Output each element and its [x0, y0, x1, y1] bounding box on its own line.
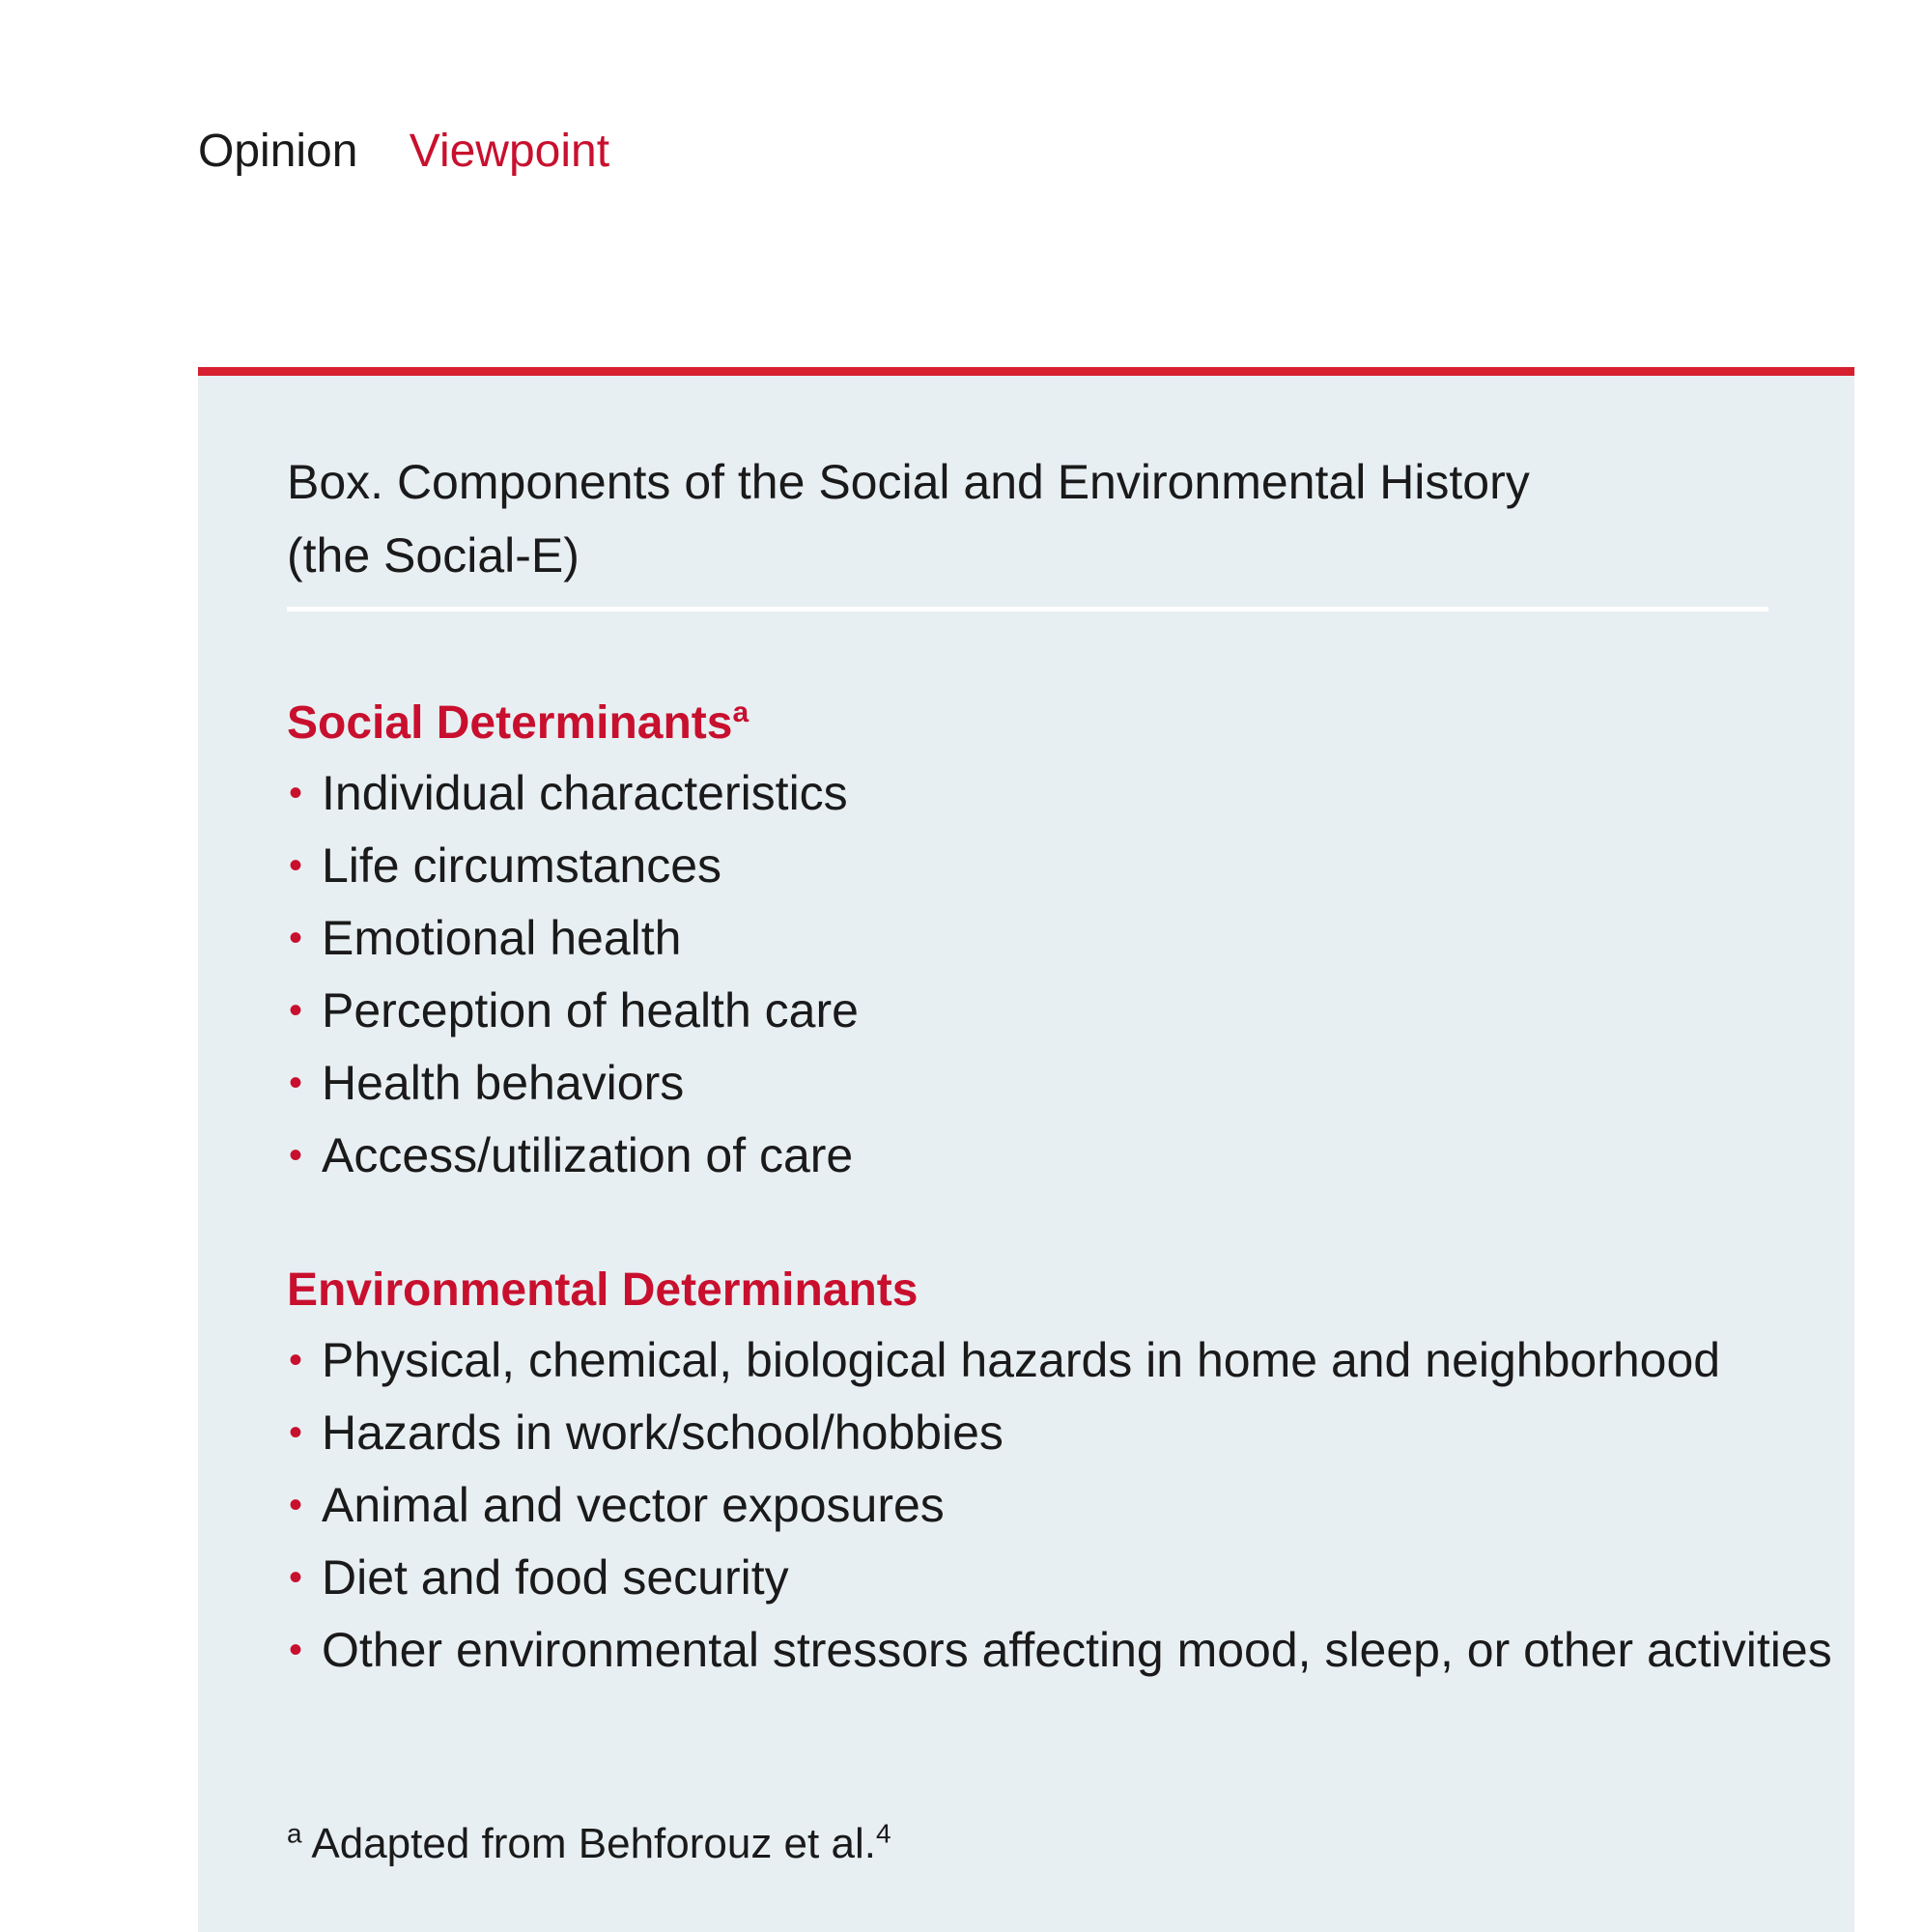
social-determinants-heading	[287, 690, 749, 757]
list-item-text: Individual characteristics	[322, 766, 848, 820]
info-box	[198, 367, 1854, 1932]
list-item-text: Access/utilization of care	[322, 1128, 854, 1182]
title-divider	[287, 607, 1768, 611]
social-determinant-item	[287, 1047, 1832, 1120]
section-label: Opinion	[198, 126, 358, 177]
box-footnote	[287, 1815, 891, 1873]
list-item-text: Life circumstances	[322, 838, 722, 893]
box-title	[287, 445, 1794, 592]
bullet-icon: •	[289, 1556, 303, 1599]
bullet-icon: •	[289, 772, 303, 814]
list-item-text: Emotional health	[322, 911, 682, 965]
footnote-text: Adapted from Behforouz et al.	[311, 1820, 876, 1867]
social-heading-text: Social Determinants	[287, 697, 733, 749]
bullet-icon: •	[289, 1411, 303, 1454]
bullet-icon: •	[289, 844, 303, 887]
bullet-icon: •	[289, 1134, 303, 1177]
social-determinant-item	[287, 1120, 1832, 1192]
list-item-text: Perception of health care	[322, 983, 859, 1037]
social-determinant-item	[287, 830, 1832, 902]
bullet-icon: •	[289, 989, 303, 1032]
environmental-determinants-heading: Environmental Determinants	[287, 1264, 919, 1316]
list-item-text: Health behaviors	[322, 1056, 685, 1110]
list-item-text: Physical, chemical, biological hazards in home and neighborhood	[322, 1333, 1721, 1387]
box-title-line-1: Box. Components of the Social and Environmental History	[287, 455, 1530, 509]
article-type-header	[198, 121, 609, 183]
social-determinant-item	[287, 902, 1832, 975]
environmental-determinant-item	[287, 1324, 1832, 1397]
bullet-icon: •	[289, 1339, 303, 1381]
social-determinant-item	[287, 757, 1832, 830]
social-determinant-item	[287, 975, 1832, 1047]
social-heading-footnote-marker: a	[732, 696, 749, 728]
bullet-icon: •	[289, 1629, 303, 1671]
environmental-determinant-item	[287, 1614, 1832, 1687]
environmental-determinants-list	[287, 1324, 1832, 1687]
list-item-text: Other environmental stressors affecting mood, sleep, or other activities	[322, 1623, 1832, 1677]
list-item-text: Diet and food security	[322, 1550, 789, 1605]
environmental-determinant-item	[287, 1469, 1832, 1542]
environmental-determinant-item	[287, 1542, 1832, 1614]
box-title-line-2: (the Social-E)	[287, 528, 580, 582]
bullet-icon: •	[289, 917, 303, 959]
list-item-text: Animal and vector exposures	[322, 1478, 945, 1532]
footnote-marker: a	[287, 1818, 302, 1849]
footnote-reference: 4	[875, 1818, 891, 1849]
environmental-determinant-item	[287, 1397, 1832, 1469]
list-item-text: Hazards in work/school/hobbies	[322, 1406, 1004, 1460]
subsection-label: Viewpoint	[409, 126, 610, 177]
bullet-icon: •	[289, 1062, 303, 1104]
bullet-icon: •	[289, 1484, 303, 1526]
social-determinants-list	[287, 757, 1832, 1192]
